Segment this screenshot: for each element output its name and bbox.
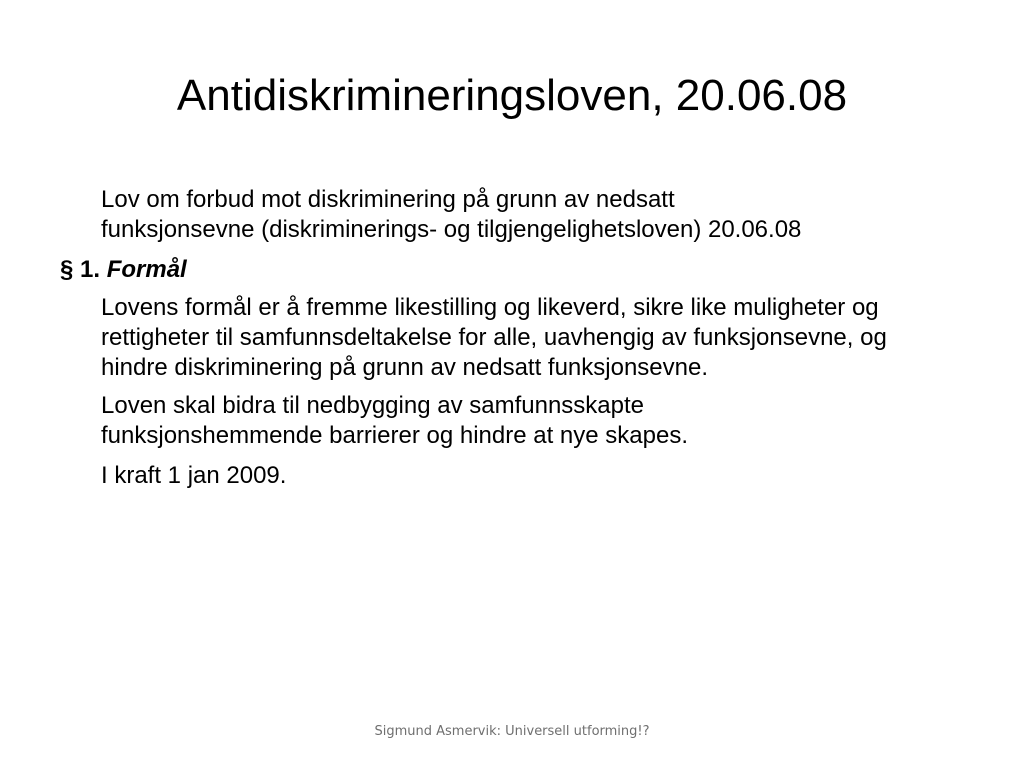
section-number: § 1. [60,256,101,283]
purpose-paragraph: Lovens formål er å fremme likestilling og likeverd, sikre like muligheter og rettigheter til samfunnsdeltakelse for alle, uavhengig av funksjonsevne, og hindre diskriminering på grunn av nedsatt funksjonsevne. [101,294,887,381]
slide-title: Antidiskrimineringsloven, 20.06.08 [176,71,848,120]
section-heading [60,255,960,285]
slide-footer: Sigmund Asmervik: Universell utforming!? [374,724,650,739]
section-name: Formål [106,256,187,283]
barriers-paragraph: Loven skal bidra til nedbygging av samfunnsskapte funksjonshemmende barrierer og hindre at nye skapes. [101,392,688,449]
slide-body [60,185,960,491]
effective-date: I kraft 1 jan 2009. [101,462,287,489]
intro-paragraph: Lov om forbud mot diskriminering på grunn av nedsatt funksjonsevne (diskriminerings- og tilgjengelighetsloven) 20.06.08 [101,186,802,243]
